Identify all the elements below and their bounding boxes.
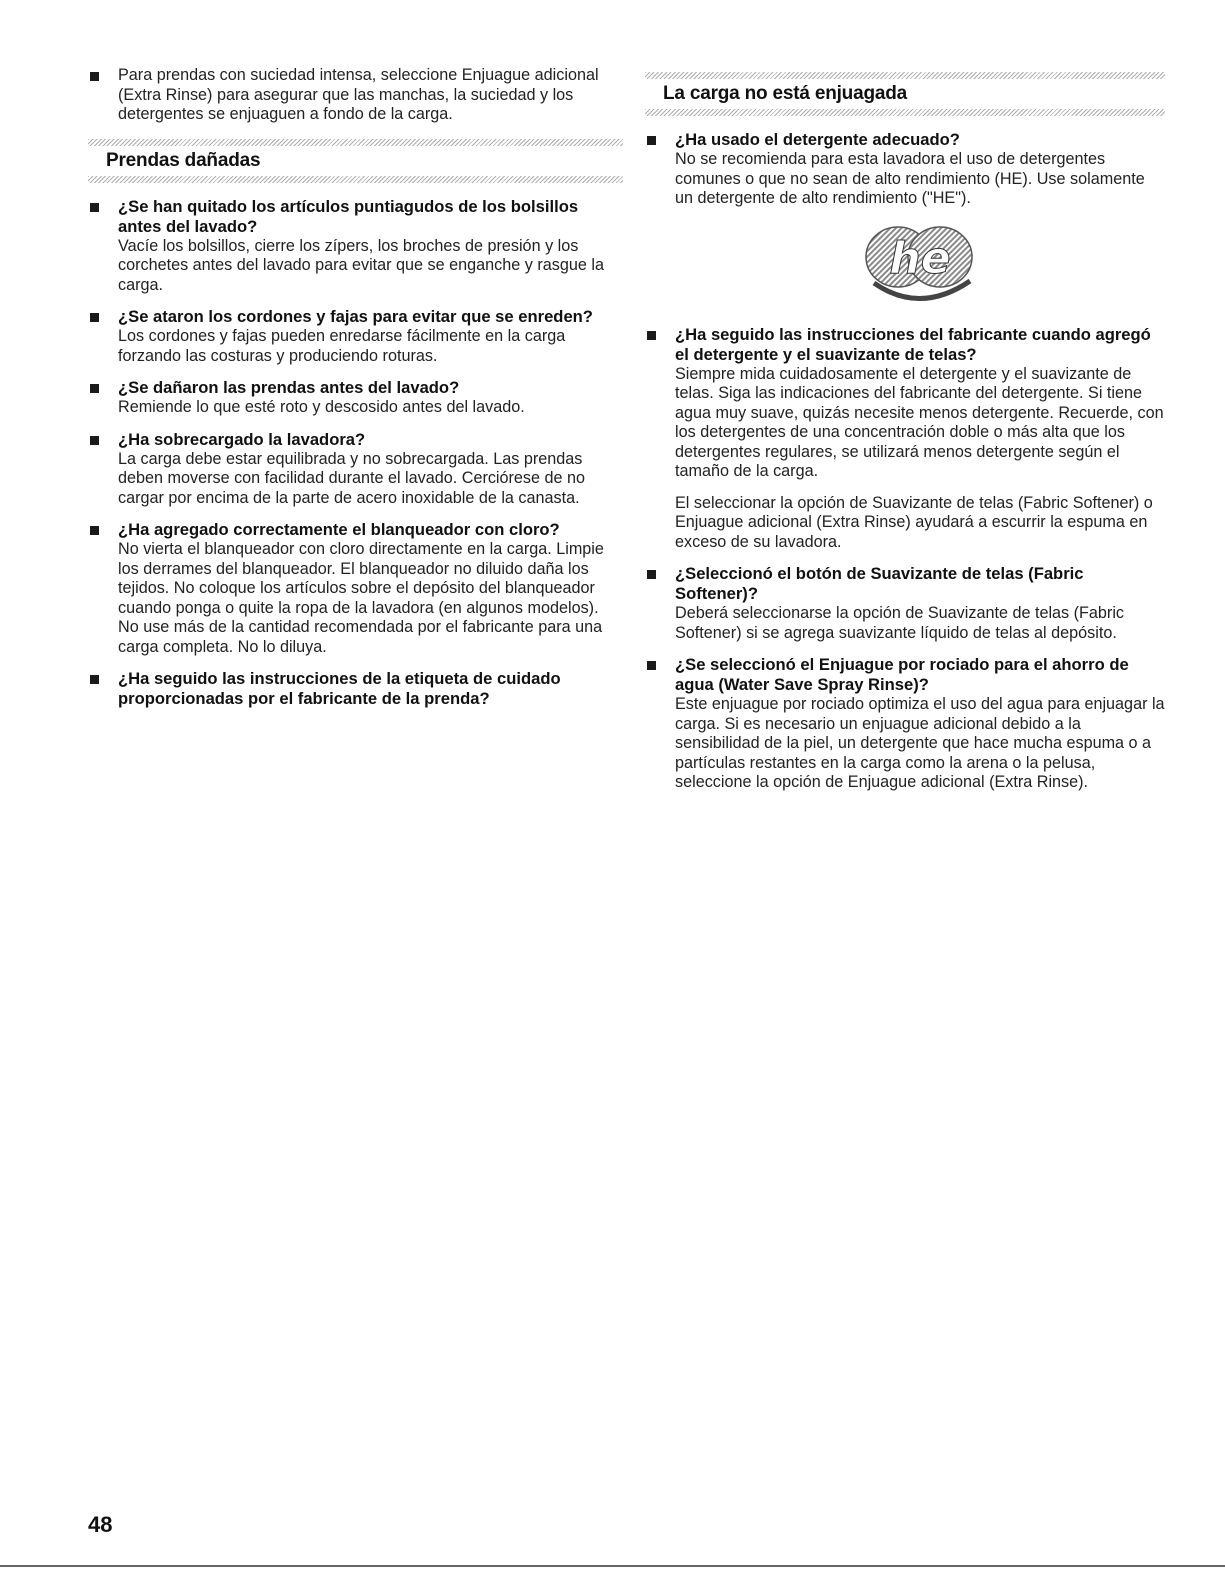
square-bullet-icon (90, 675, 99, 684)
he-logo (645, 223, 1165, 307)
section-heading-prendas-danadas (88, 139, 623, 183)
svg-text:he: he (889, 232, 951, 284)
square-bullet-icon (90, 436, 99, 445)
item-answer: No se recomienda para esta lavadora el uso de detergentes comunes o que no sean de alto rendimiento (HE). Use solamente un detergente de alto rendimiento ("HE"). (675, 150, 1145, 207)
item-answer: Remiende lo que esté roto y descosido antes del lavado. (118, 398, 525, 416)
bottom-rule (0, 1565, 1225, 1567)
right-column (645, 66, 1165, 805)
item-answer: Deberá seleccionarse la opción de Suavizante de telas (Fabric Softener) si se agrega suavizante líquido de telas al depósito. (675, 604, 1125, 642)
section-title: La carga no está enjuagada (663, 83, 907, 104)
heading-rule-top (88, 139, 623, 146)
list-item (88, 430, 623, 509)
item-answer: No vierta el blanqueador con cloro directamente en la carga. Limpie los derrames del blanqueador. El blanqueador no diluido daña los tejidos. No coloque los artículos sobre el depósito del blanqueador cuando ponga o quite la ropa de la lavadora (en algunos modelos). No use más de la cantidad recomendada por el fabricante para una carga completa. No lo diluya. (118, 540, 604, 656)
section-title: Prendas dañadas (106, 149, 261, 171)
item-question: ¿Se han quitado los artículos puntiagudos de los bolsillos antes del lavado? (118, 196, 579, 236)
list-item (645, 325, 1165, 482)
paragraph: El seleccionar la opción de Suavizante de telas (Fabric Softener) o Enjuague adicional (Extra Rinse) ayudará a escurrir la espuma en exceso de su lavadora. (675, 493, 1153, 551)
list-item (88, 378, 623, 418)
square-bullet-icon (647, 661, 656, 670)
list-item (88, 520, 623, 657)
item-question: ¿Seleccionó el botón de Suavizante de telas (Fabric Softener)? (675, 564, 1084, 603)
item-question: ¿Se ataron los cordones y fajas para evitar que se enreden? (118, 307, 593, 326)
heading-rule-bottom (88, 176, 623, 183)
item-text: Para prendas con suciedad intensa, seleccione Enjuague adicional (Extra Rinse) para asegurar que las manchas, la suciedad y los detergentes se enjuaguen a fondo de la carga. (118, 66, 599, 123)
item-question: ¿Ha seguido las instrucciones del fabricante cuando agregó el detergente y el suavizante de telas? (675, 324, 1151, 364)
square-bullet-icon (90, 384, 99, 393)
item-answer: Los cordones y fajas pueden enredarse fácilmente en la carga forzando las costuras y produciendo roturas. (118, 327, 566, 365)
square-bullet-icon (90, 203, 99, 212)
square-bullet-icon (647, 136, 656, 145)
heading-rule-top (645, 72, 1165, 79)
item-question: ¿Ha seguido las instrucciones de la etiqueta de cuidado proporcionadas por el fabricante de la prenda? (118, 669, 561, 708)
item-answer: Vacíe los bolsillos, cierre los zípers, los broches de presión y los corchetes antes del lavado para evitar que se enganche y rasgue la carga. (118, 236, 604, 294)
list-item (645, 564, 1165, 643)
list-item (88, 669, 623, 709)
square-bullet-icon (647, 570, 656, 579)
left-column (88, 66, 623, 721)
square-bullet-icon (90, 313, 99, 322)
section-heading-carga-no-enjuagada (645, 72, 1165, 116)
item-answer: La carga debe estar equilibrada y no sobrecargada. Las prendas deben moverse con facilidad durante el lavado. Cerciórese de no cargar por encima de la parte de acero inoxidable de la canasta. (118, 449, 586, 507)
square-bullet-icon (90, 526, 99, 535)
list-item (88, 307, 623, 366)
page-number: 48 (88, 1512, 113, 1537)
item-question: ¿Ha usado el detergente adecuado? (675, 130, 960, 149)
list-item (88, 197, 623, 296)
heading-rule-bottom (645, 109, 1165, 116)
square-bullet-icon (90, 72, 99, 81)
item-question: ¿Ha agregado correctamente el blanqueador con cloro? (118, 520, 560, 539)
list-item-intro (88, 66, 623, 125)
item-question: ¿Ha sobrecargado la lavadora? (118, 429, 366, 449)
list-item (645, 130, 1165, 209)
item-question: ¿Se seleccionó el Enjuague por rociado para el ahorro de agua (Water Save Spray Rinse)? (675, 655, 1129, 694)
square-bullet-icon (647, 331, 656, 340)
he-logo-icon (860, 223, 980, 307)
item-answer: Este enjuague por rociado optimiza el uso del agua para enjuagar la carga. Si es necesario un enjuague adicional debido a la sensibilidad de la piel, un detergente que hace mucha espuma o a partículas restantes en la carga como la arena o la pelusa, seleccione la opción de Enjuague adicional (Extra Rinse). (675, 695, 1165, 791)
item-answer: Siempre mida cuidadosamente el detergente y el suavizante de telas. Siga las indicaciones del fabricante del detergente. Si tiene agua muy suave, quizás necesite menos detergente. Recuerde, con los detergentes de una concentración doble o más alta que los detergentes regulares, se utilizará menos detergente según el tamaño de la carga. (675, 364, 1164, 480)
item-question: ¿Se dañaron las prendas antes del lavado? (118, 378, 460, 397)
list-item (645, 655, 1165, 793)
